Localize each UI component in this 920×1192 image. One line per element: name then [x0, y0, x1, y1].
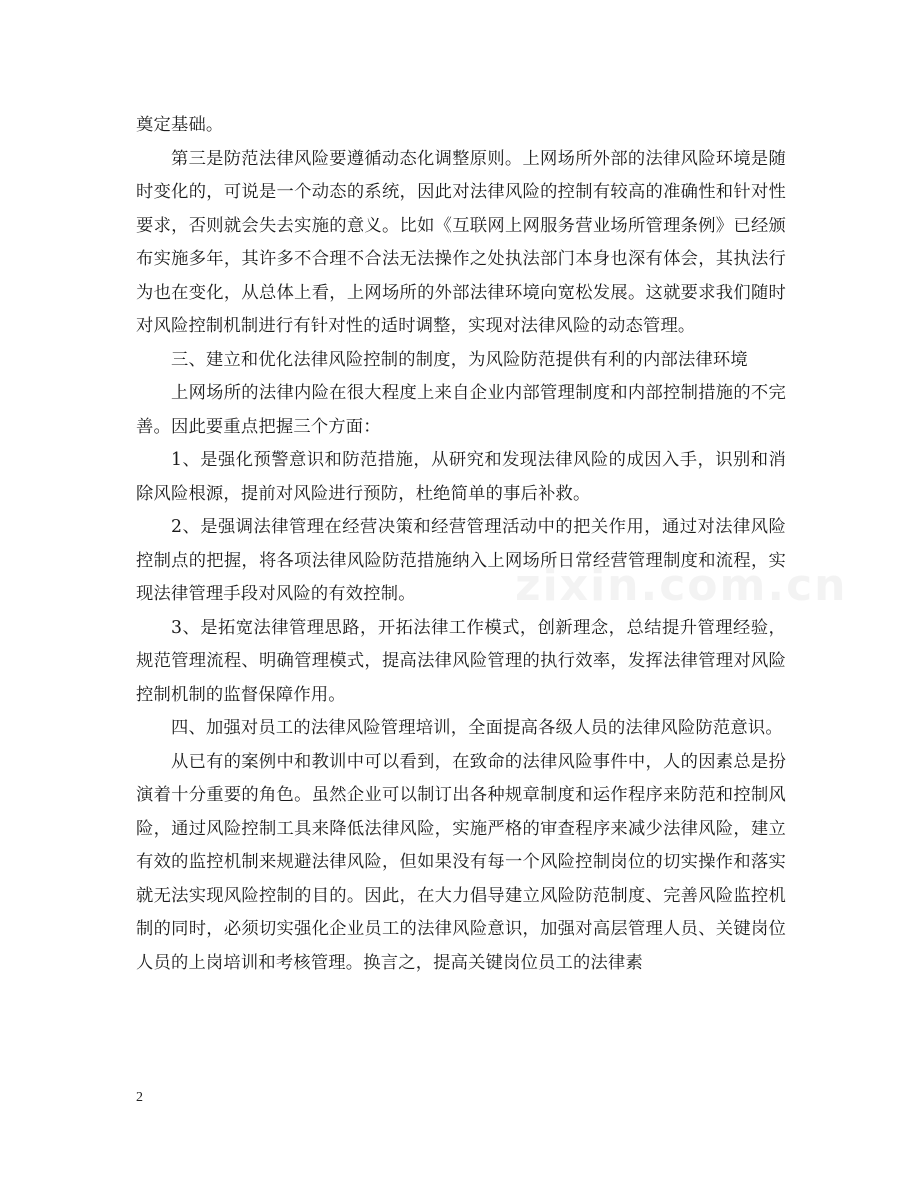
paragraph-2: 第三是防范法律风险要遵循动态化调整原则。上网场所外部的法律风险环境是随时变化的，可说是一个动态的系统，因此对法律风险的控制有较高的准确性和针对性要求，否则就会失去实施的意义。比如《互联网上网服务营业场所管理条例》已经颁布实施多年，其许多不合理不合法无法操作之处执法部门本身也深有体会，其执法行为也在变化，从总体上看，上网场所的外部法律环境向宽松发展。这就要求我们随时对风险控制机制进行有针对性的适时调整，实现对法律风险的动态管理。 [136, 148, 786, 336]
paragraph-4: 上网场所的法律内险在很大程度上来自企业内部管理制度和内部控制措施的不完善。因此要重点把握三个方面： [136, 383, 786, 437]
section-heading-3: 三、建立和优化法律风险控制的制度，为风险防范提供有利的内部法律环境 [171, 349, 748, 370]
watermark: zixin.com.cn [515, 560, 848, 611]
section-heading-4: 四、加强对员工的法律风险管理培训，全面提高各级人员的法律风险防范意识。 [171, 718, 783, 738]
list-item-1: 1、是强化预警意识和防范措施，从研究和发现法律风险的成因入手，识别和消除风险根源，提前对风险进行预防，杜绝简单的事后补救。 [136, 450, 786, 504]
document-body [136, 109, 786, 980]
list-item-2: 2、是强调法律管理在经营决策和经营管理活动中的把关作用，通过对法律风险控制点的把握，将各项法律风险防范措施纳入上网场所日常经营管理制度和流程，实现法律管理手段对风险的有效控制。 [136, 517, 786, 604]
page-number: 2 [136, 1090, 143, 1105]
paragraph-1: 奠定基础。 [136, 115, 224, 135]
paragraph-9: 从已有的案例中和教训中可以看到，在致命的法律风险事件中，人的因素总是扮演着十分重要的角色。虽然企业可以制订出各种规章制度和运作程序来防范和控制风险，通过风险控制工具来降低法律风险，实施严格的审查程序来减少法律风险，建立有效的监控机制来规避法律风险，但如果没有每一个风险控制岗位的切实操作和落实就无法实现风险控制的目的。因此，在大力倡导建立风险防范制度、完善风险监控机制的同时，必须切实强化企业员工的法律风险意识，加强对高层管理人员、关键岗位人员的上岗培训和考核管理。换言之，提高关键岗位员工的法律素 [136, 751, 786, 973]
list-item-3: 3、是拓宽法律管理思路，开拓法律工作模式，创新理念，总结提升管理经验，规范管理流程、明确管理模式，提高法律风险管理的执行效率，发挥法律管理对风险控制机制的监督保障作用。 [136, 617, 786, 705]
